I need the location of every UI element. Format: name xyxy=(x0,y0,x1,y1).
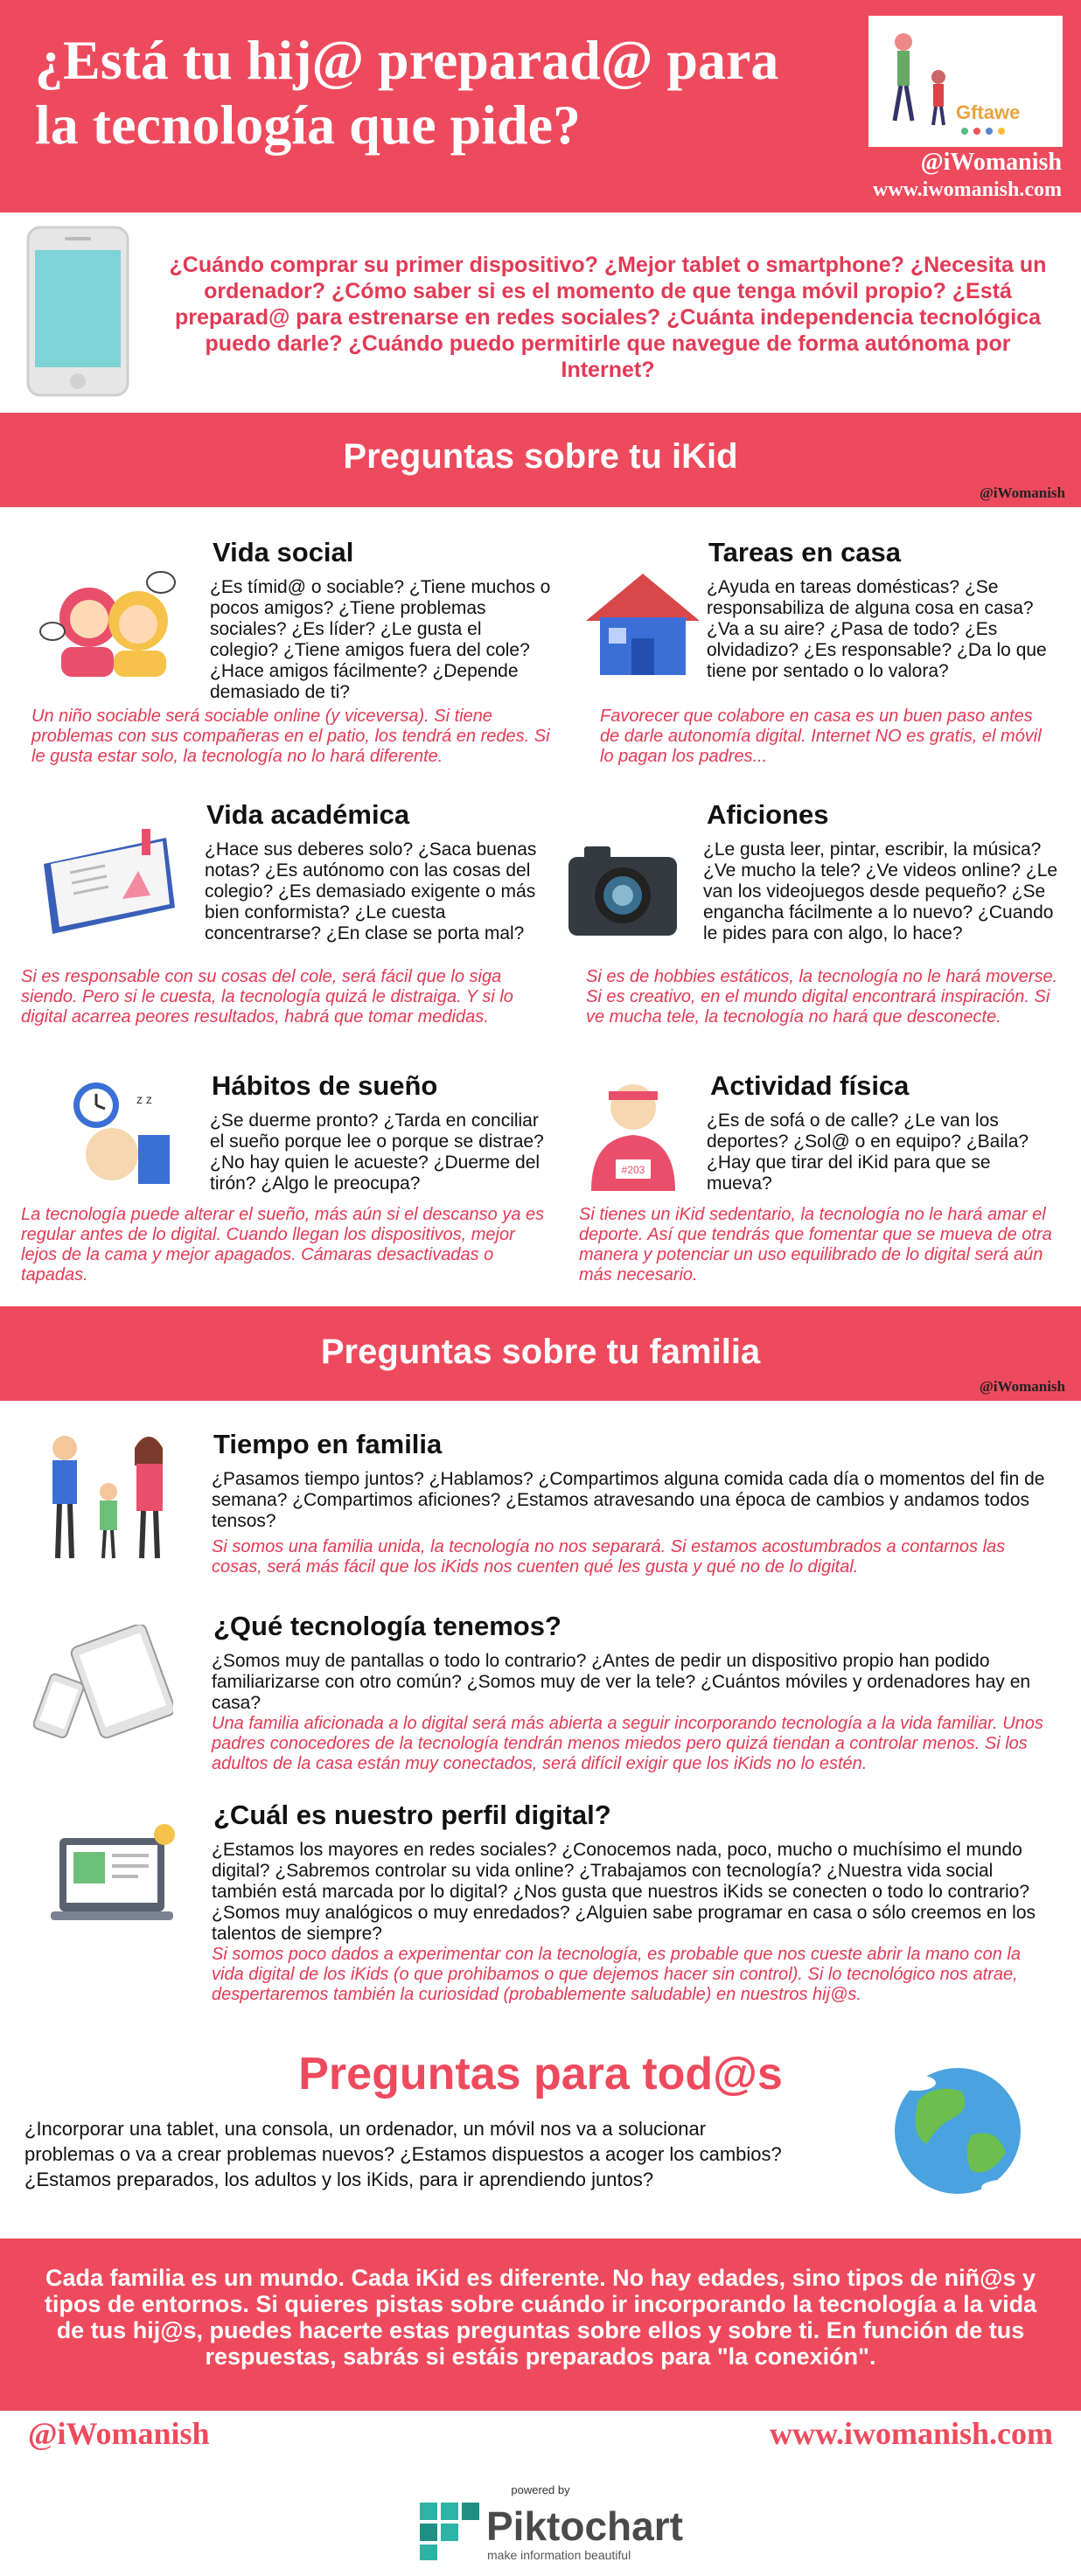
block-note-digital-profile: Si somos poco dados a experimentar con la tecnología, es probable que nos cueste abrir la mano con la vida digital de los iKids (o que prohibamos o que dejemos hacer sin control). Si lo tecnológico nos atrae, despertaremos también la curiosidad (probablemente saludable) en nuestros hij@s. xyxy=(212,1945,1021,2004)
block-text-sleep: ¿Se duerme pronto? ¿Tarda en conciliar el sueño porque lee o porque se distrae? ¿No hay quien le acueste? ¿Duerme del tirón? ¿Algo le preocupa? xyxy=(210,1110,544,1194)
family-icon xyxy=(38,1431,178,1562)
all-section-text: ¿Incorporar una tablet, una consola, un ordenador, un móvil nos va a solucionar problemas o va a crear problemas nuevos? ¿Estamos dispuestos a acoger los cambios? ¿Estamos preparados, los adultos y los iKids, para ir aprendiendo juntos? xyxy=(24,2118,782,2190)
svg-text:#203: #203 xyxy=(621,1164,645,1176)
house-icon xyxy=(577,567,708,680)
globe-icon xyxy=(883,2057,1032,2205)
ikid-section-handle: @iWomanish xyxy=(979,484,1065,501)
piktochart-tagline: make information beautiful xyxy=(487,2548,631,2562)
block-text-chores: ¿Ayuda en tareas domésticas? ¿Se responsabiliza de alguna cosa en casa? ¿Va a su aire? ¿Pasa de todo? ¿Es olvidadizo? ¿Es responsable? ¿Da lo que tiene por sentado o lo valora? xyxy=(707,577,1047,681)
footer-handle[interactable]: @iWomanish xyxy=(28,2416,210,2451)
family-section-title: Preguntas sobre tu familia xyxy=(320,1333,761,1371)
family-logo-icon xyxy=(868,16,1063,147)
block-text-physical: ¿Es de sofá o de calle? ¿Le van los deportes? ¿Sol@ o en equipo? ¿Baila? ¿Hay que tirar del iKid para que se mueva? xyxy=(707,1110,1029,1194)
page-title: ¿Está tu hij@ preparad@ para la tecnología que pide? xyxy=(35,29,779,156)
logo xyxy=(868,16,1063,147)
block-note-physical: Si tienes un iKid sedentario, la tecnología no le hará amar el deporte. Así que tendrás que fomentar que se mueva de otra manera y potenciar un uso equilibrado de lo digital será aún más necesario. xyxy=(579,1205,1052,1285)
block-text-digital-profile: ¿Estamos los mayores en redes sociales? ¿Conocemos nada, poco, mucho o muchísimo el mundo digital? ¿Sabremos controlar su vida online? ¿Trabajamos con tecnología? ¿Nuestra vida social también está marcada por lo digital? ¿Nos gusta que nuestros iKids se conecten o todo lo contrario? ¿Somos muy analógicos o muy enredados? ¿Alguien sabe programar en casa o sólo creemos en los talentos de siempre? xyxy=(212,1840,1036,1944)
all-section-title: Preguntas para tod@s xyxy=(298,2049,783,2099)
closing-text: Cada familia es un mundo. Cada iKid es diferente. No hay edades, sino tipos de niñ@s y tipos de entornos. Si quieres pistas sobre cuándo ir incorporando la tecnología a la vida de tus hij@s, puedes hacerte estas preguntas sobre ellos y sobre ti. En función de tus respuestas, sabrás si estáis preparados para "la conexión". xyxy=(44,2265,1037,2370)
block-text-academic: ¿Hace sus deberes solo? ¿Saca buenas notas? ¿Es autónomo con las cosas del colegio? ¿Es demasiado exigente o más bien conformista? ¿Le cuesta concentrarse? ¿En clase se porta mal? xyxy=(205,839,537,943)
block-title-academic: Vida académica xyxy=(206,799,410,830)
block-text-hobbies: ¿Le gusta leer, pintar, escribir, la música? ¿Ve mucho la tele? ¿Ve videos online? ¿Le van los videojuegos desde pequeño? ¿Se engancha fácilmente a lo nuevo? ¿Cuando le pides para con algo, lo hace? xyxy=(703,839,1058,943)
block-title-hobbies: Aficiones xyxy=(707,799,829,830)
computer-profile-icon xyxy=(51,1821,182,1934)
devices-icon xyxy=(33,1625,173,1738)
friends-icon xyxy=(35,567,184,680)
block-text-technology: ¿Somos muy de pantallas o todo lo contrario? ¿Antes de pedir un dispositivo propio han podido familiarizarse con otro común? ¿Somos muy de ver la tele? ¿Cuántos móviles y ordenadores hay en casa? xyxy=(212,1651,1031,1713)
block-title-digital-profile: ¿Cuál es nuestro perfil digital? xyxy=(213,1800,611,1830)
block-note-sleep: La tecnología puede alterar el sueño, más aún si el descanso ya es regular antes de lo digital. Cuando llegan los dispositivos, mejor lejos de la cama y mejor apagados. Cámaras desactivadas o tapadas. xyxy=(21,1205,545,1285)
powered-by-label: powered by xyxy=(511,2483,570,2496)
block-note-technology: Una familia aficionada a lo digital será más abierta a seguir incorporando tecnología a la vida familiar. Unos padres conocedores de la tecnología tendrán menos miedos pero quizá tiendan a controlar menos. Si los adultos de la casa están muy conectados, será difícil exigir que los iKids no lo estén. xyxy=(212,1714,1043,1773)
block-note-social: Un niño sociable será sociable online (y viceversa). Si tiene problemas con sus compañeras en el patio, los tendrá en redes. Si le gusta estar solo, la tecnología no lo hará diferente. xyxy=(31,707,550,766)
block-title-chores: Tareas en casa xyxy=(708,537,902,567)
block-title-sleep: Hábitos de sueño xyxy=(212,1070,438,1101)
block-title-technology: ¿Qué tecnología tenemos? xyxy=(213,1611,561,1641)
runner-icon xyxy=(579,1077,687,1191)
family-section-handle: @iWomanish xyxy=(979,1378,1065,1395)
block-text-family-time: ¿Pasamos tiempo juntos? ¿Hablamos? ¿Compartimos alguna comida cada día o momentos del fin de semana? ¿Compartimos aficiones? ¿Estamos atravesando una época de cambios y andamos todos tensos? xyxy=(212,1469,1045,1531)
block-note-family-time: Si somos una familia unida, la tecnología no nos separará. Si estamos acostumbrados a contarnos las cosas, será más fácil que los iKids nos cuenten qué les gusta y qué no de lo digital. xyxy=(212,1537,1006,1577)
block-note-chores: Favorecer que colabore en casa es un buen paso antes de darle autonomía digital. Internet NO es gratis, el móvil lo pagan los padres... xyxy=(600,707,1042,766)
intro-questions: ¿Cuándo comprar su primer dispositivo? ¿Mejor tablet o smartphone? ¿Necesita un ordenador? ¿Cómo saber si es el momento de que tenga móvil propio? ¿Está preparad@ para estrenarse en redes sociales? ¿Cuánta independencia tecnológica puedo darle? ¿Cuándo puedo permitirle que navegue de forma autónoma por Internet? xyxy=(169,253,1047,382)
svg-text:Gftawe: Gftawe xyxy=(956,101,1021,123)
piktochart-brand[interactable]: Piktochart xyxy=(486,2503,683,2549)
block-note-academic: Si es responsable con su cosas del cole, será fácil que lo siga siendo. Pero si le cuesta, la tecnología quizá le distraiga. Y si lo digital acarrea peores resultados, habrá que tomar medidas. xyxy=(21,967,513,1027)
block-title-social: Vida social xyxy=(213,537,354,567)
block-text-social: ¿Es tímid@ o sociable? ¿Tiene muchos o pocos amigos? ¿Tiene problemas sociales? ¿Es líder? ¿Le gusta el colegio? ¿Tiene amigos fuera del cole? ¿Hace amigos fácilmente? ¿Depende demasiado de ti? xyxy=(210,577,551,702)
footer-url[interactable]: www.iwomanish.com xyxy=(769,2416,1053,2451)
piktochart-logo-icon xyxy=(420,2503,479,2560)
smartphone-icon xyxy=(26,226,129,397)
svg-text:z z: z z xyxy=(136,1092,152,1106)
block-title-physical: Actividad física xyxy=(710,1070,910,1101)
ikid-section-title: Preguntas sobre tu iKid xyxy=(343,437,738,476)
sleep-clock-icon xyxy=(61,1077,175,1186)
camera-icon xyxy=(565,841,680,939)
block-note-hobbies: Si es de hobbies estáticos, la tecnología no le hará moverse. Si es creativo, en el mundo digital encontrará inspiración. Si ve mucha tele, la tecnología no hará que desconecte. xyxy=(586,967,1058,1027)
book-icon xyxy=(35,829,184,943)
header-url: www.iwomanish.com xyxy=(872,178,1062,201)
header-handle: @iWomanish xyxy=(920,149,1062,176)
block-title-family-time: Tiempo en familia xyxy=(213,1429,443,1459)
